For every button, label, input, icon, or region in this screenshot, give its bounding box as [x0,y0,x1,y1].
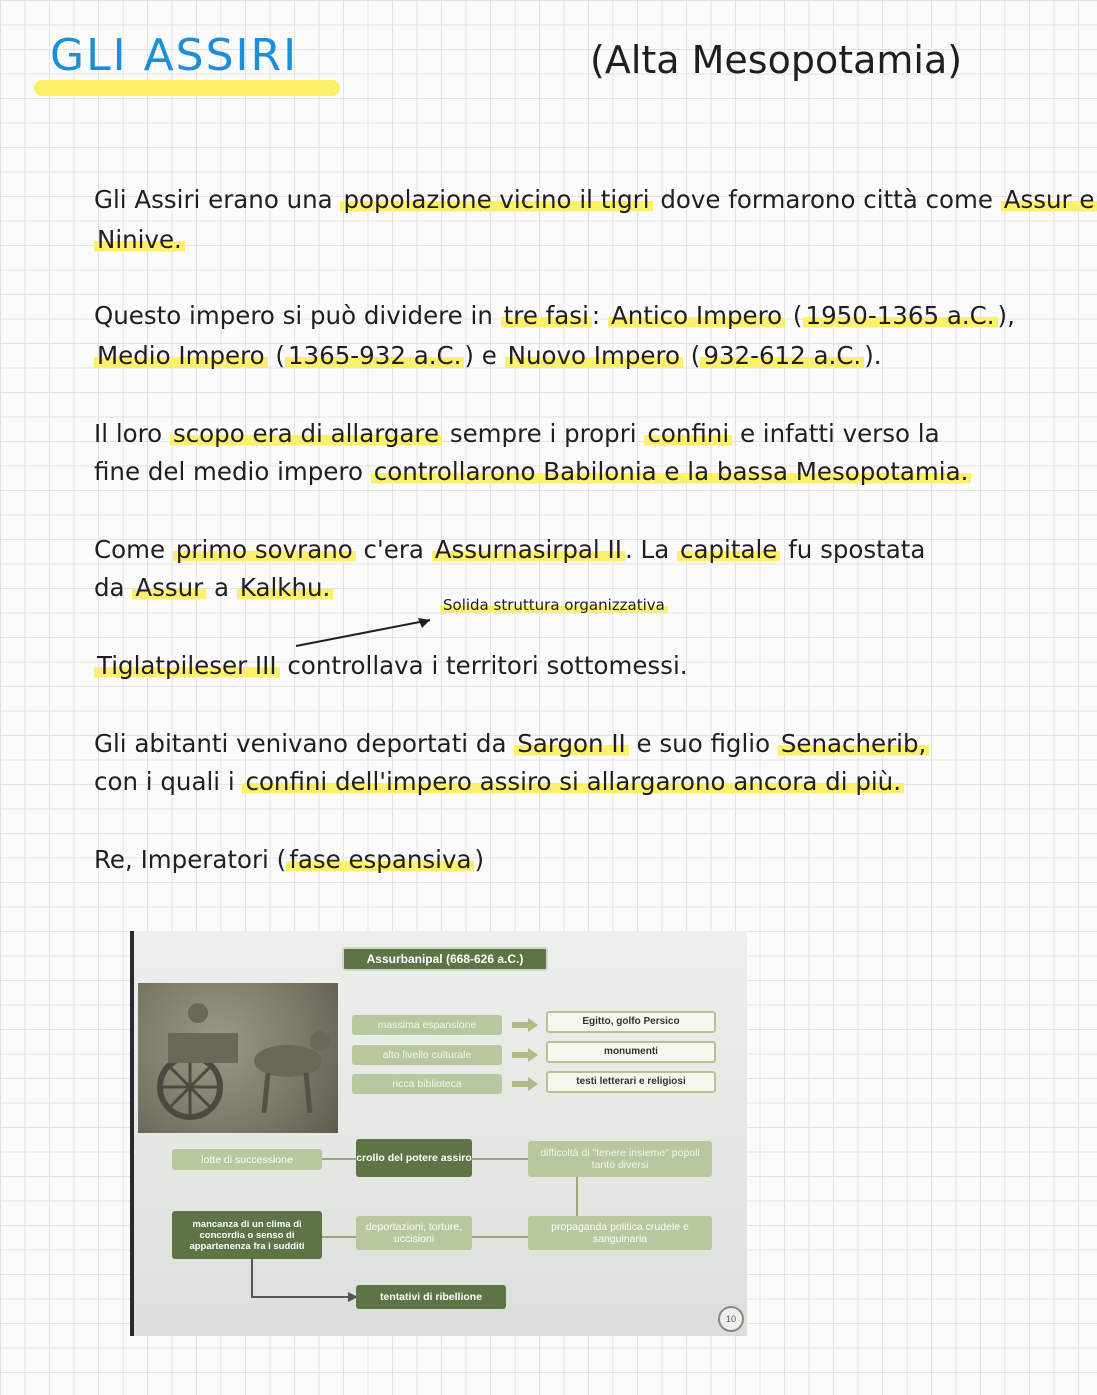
paragraph-3-line-2: fine del medio impero controllarono Babilonia e la bassa Mesopotamia. [94,452,1044,492]
page-title: GLI ASSIRI [50,30,299,81]
page-subtitle: (Alta Mesopotamia) [590,38,963,82]
connector [322,1158,356,1160]
deportazioni-box: deportazioni, torture, uccisioni [356,1216,472,1250]
left-item-3: ricca biblioteca [352,1074,502,1094]
left-item-2: alto livello culturale [352,1045,502,1065]
tentativi-box: tentativi di ribellione [356,1285,506,1309]
paragraph-1-line-2: Ninive. [94,220,1044,260]
paragraph-2-line-1: Questo impero si può dividere in tre fasi : Antico Impero ( 1950-1365 a.C. ), [94,301,1015,330]
chariot-relief-image [138,983,338,1133]
assurbanipal-header: Assurbanipal (668-626 a.C.) [342,947,548,971]
difficolta-box: difficoltà di "tenere insieme" popoli tanto diversi [528,1141,712,1177]
right-item-3: testi letterari e religiosi [546,1071,716,1093]
connector [322,1236,356,1238]
title-highlight [34,80,340,96]
paragraph-7: Re, Imperatori ( fase espansiva ) [94,845,485,874]
paragraph-1-line-1: Gli Assiri erano una popolazione vicino il tigri dove formarono città come Assur e [94,180,1044,220]
diagram-photo [130,931,747,1336]
mancanza-box: mancanza di un clima di concordia o senso di appartenenza fra i sudditi [172,1211,322,1259]
chariot-icon [138,983,338,1133]
paragraph-4-line-1: Come primo sovrano c'era Assurnasirpal II . La capitale fu spostata [94,535,926,564]
connector [251,1296,355,1298]
paragraph-3-line-1: Il loro scopo era di allargare sempre i propri confini e infatti verso la [94,419,940,448]
propaganda-box: propaganda politica crudele e sanguinaria [528,1216,712,1250]
page-number: 10 [718,1306,744,1332]
paragraph-5: Tiglatpileser III controllava i territori sottomessi. [94,646,1044,686]
connector [251,1259,253,1297]
left-item-1: massima espansione [352,1015,502,1035]
paragraph-6-line-2: con i quali i confini dell'impero assiro si allargarono ancora di più. [94,762,1044,802]
connector [472,1236,528,1238]
arrow-right-icon [512,1048,538,1062]
side-note: Solida struttura organizzativa [440,596,668,614]
lotte-box: lotte di successione [172,1149,322,1170]
arrow-right-icon [512,1018,538,1032]
crollo-box: crollo del potere assiro [356,1139,472,1177]
connector [472,1158,528,1160]
right-item-2: monumenti [546,1041,716,1063]
paragraph-6-line-1: Gli abitanti venivano deportati da Sargon II e suo figlio Senacherib, [94,724,1044,764]
right-item-1: Egitto, golfo Persico [546,1011,716,1033]
arrow-right-icon [512,1077,538,1091]
paragraph-2-line-2: Medio Impero ( 1365-932 a.C. ) e Nuovo Impero ( 932-612 a.C. ). [94,336,1044,376]
paragraph-4-line-2: da Assur a Kalkhu. [94,568,1044,608]
